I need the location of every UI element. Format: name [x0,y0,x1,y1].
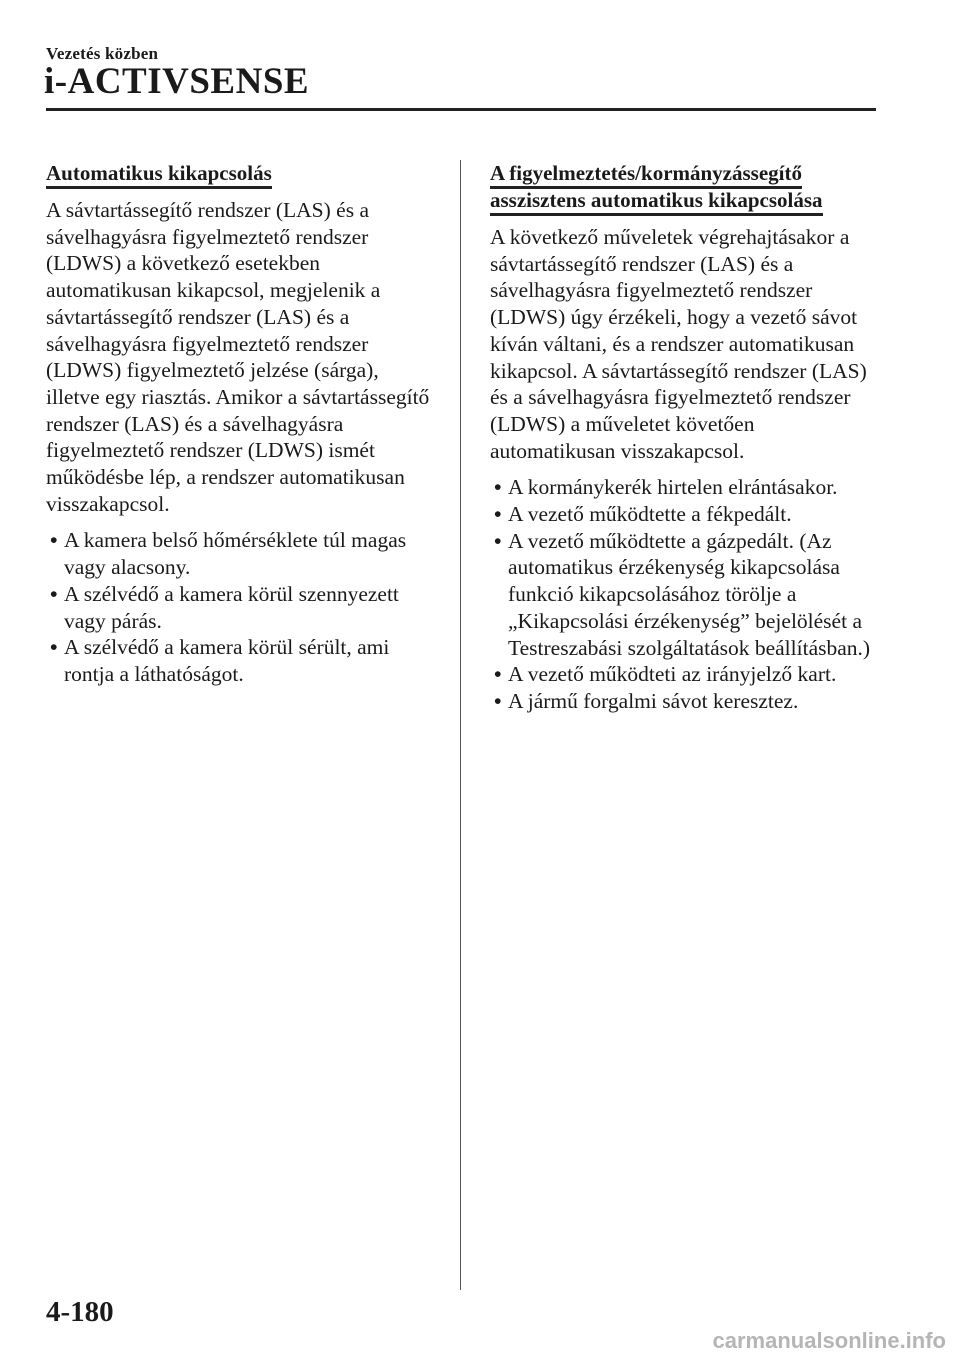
list-item: • A jármű forgalmi sávot keresztez. [494,688,799,713]
right-heading: A figyelmeztetés/kormányzássegítő asszisztens automatikus kikapcsolása [490,160,875,214]
list-item: • A vezető működteti az irányjelző kart. [494,662,837,687]
left-paragraph: A sávtartássegítő rendszer (LAS) és a sávelhagyásra figyelmeztető rendszer (LDWS) a következő esetekben automatikusan kikapcsol, megjelenik a sávtartássegítő rendszer (LAS) és a sávelhagyásra figyelmeztető rendszer (LDWS) figyelmeztető jelzése (sárga), illetve egy riasztás. Amikor a sávtartássegítő rendszer (LAS) és a sávelhagyásra figyelmeztető rendszer (LDWS) ismét működésbe lép, a rendszer automatikusan visszakapcsol. [46,198,430,516]
right-column [490,160,875,715]
left-heading: Automatikus kikapcsolás [46,160,431,187]
bullet-icon: • [50,528,58,553]
list-item: • A vezető működtette a gázpedált. (Az automatikus érzékenység kikapcsolása funkció kikapcsolásához törölje a „Kikapcsolási érzékenység” bejelölését a Testreszabási szolgáltatások beállításban.) [494,528,871,660]
left-column [46,160,431,688]
bullet-icon: • [494,475,502,500]
page-number: 4-180 [46,1296,114,1328]
list-item: • A vezető működtette a fékpedált. [494,502,792,527]
bullet-icon: • [494,528,502,553]
bullet-icon: • [494,662,502,687]
list-item: • A kormánykerék hirtelen elrántásakor. [494,475,838,500]
bullet-icon: • [50,635,58,660]
bullet-icon: • [494,502,502,527]
column-divider [460,160,461,1290]
left-bullet-list [46,527,431,687]
bullet-icon: • [494,688,502,713]
section-label: Vezetés közben [46,44,159,63]
right-paragraph: A következő műveletek végrehajtásakor a sávtartássegítő rendszer (LAS) és a sávelhagyásra figyelmeztető rendszer (LDWS) úgy érzékeli, hogy a vezető sávot kíván váltani, és a rendszer automatikusan kikapcsol. A sávtartássegítő rendszer (LAS) és a sávelhagyásra figyelmeztető rendszer (LDWS) a műveletet követően automatikusan visszakapcsol. [490,225,867,463]
right-bullet-list [490,474,875,714]
list-item: • A kamera belső hőmérséklete túl magas vagy alacsony. [50,528,407,580]
bullet-icon: • [50,581,58,606]
watermark: carmanualsonline.info [712,1328,946,1353]
chapter-title: i-ACTIVSENSE [44,61,310,102]
header-rule [46,108,876,111]
list-item: • A szélvédő a kamera körül szennyezett vagy párás. [50,581,399,633]
list-item: • A szélvédő a kamera körül sérült, ami rontja a láthatóságot. [50,635,390,686]
